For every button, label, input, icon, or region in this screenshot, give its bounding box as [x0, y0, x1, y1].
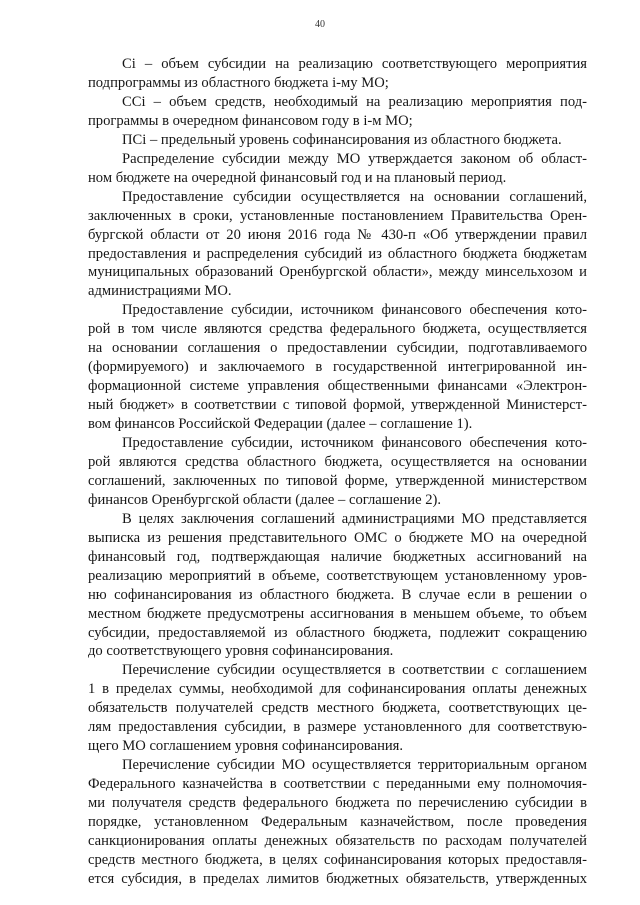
- text-line: вом финансов Российской Федерации (далее – соглашение 1).: [88, 416, 473, 433]
- text-line: ПCi – предельный уровень софинансирования из областного бюджета.: [122, 131, 562, 148]
- text-line: Перечисление субсидии осуществляется в соответствии с соглашением: [122, 662, 587, 679]
- text-line: до соответствующего уровня софинансирования.: [88, 643, 394, 660]
- text-line: реализацию мероприятий в объеме, соответствующем установленному уров-: [88, 567, 587, 584]
- text-line: финансов Оренбургской области (далее – соглашение 2).: [88, 491, 442, 508]
- text-line: щего МО соглашением уровня софинансирования.: [88, 738, 404, 755]
- text-line: программы в очередном финансовом году в i-м МО;: [88, 112, 413, 129]
- text-line: муниципальных образований Оренбургской области», между минсельхозом и: [88, 264, 587, 281]
- text-line: Ci – объем субсидии на реализацию соответствующего мероприятия: [122, 56, 587, 72]
- text-line: порядке, установленном Федеральным казначейством, после проведения: [88, 814, 587, 830]
- text-line: администрациями МО.: [88, 283, 232, 300]
- text-line: CCi – объем средств, необходимый на реализацию мероприятия под-: [122, 93, 587, 110]
- text-line: на основании соглашения о предоставлении субсидии, подготавливаемого: [88, 340, 587, 357]
- text-line: финансовый год, подтверждающая наличие бюджетных ассигнований на: [88, 548, 587, 565]
- text-line: Распределение субсидии между МО утверждается законом об област-: [122, 150, 587, 167]
- text-line: ном бюджете на очередной финансовый год и на плановый период.: [88, 169, 507, 186]
- text-line: 1 в пределах суммы, необходимой для софинансирования оплаты денежных: [88, 681, 587, 698]
- text-line: подпрограммы из областного бюджета i-му МО;: [88, 75, 389, 91]
- text-line: лям предоставления субсидии, в размере установленного для соответствую-: [88, 719, 587, 736]
- page-number: 40: [315, 19, 325, 30]
- text-line: выписка из решения представительного ОМС о бюджете МО на очередной: [88, 529, 587, 546]
- text-line: Предоставление субсидии осуществляется на основании соглашений,: [122, 188, 587, 205]
- text-line: ется субсидия, в пределах лимитов бюджетных обязательств, утвержденных: [88, 870, 587, 887]
- text-line: бургской области от 20 июня 2016 года № 430-п «Об утверждении правил: [88, 226, 587, 243]
- text-line: средств местного бюджета, в целях софинансирования которых предоставля-: [88, 851, 587, 868]
- text-line: В целях заключения соглашений администрациями МО представляется: [122, 510, 587, 527]
- text-line: (формируемого) и заключаемого в государственной интегрированной ин-: [88, 359, 587, 376]
- text-line: обязательств получателей средств местного бюджета, соответствующих це-: [88, 700, 587, 717]
- text-line: заключенных в сроки, установленные постановлением Правительства Орен-: [88, 207, 587, 224]
- text-line: местном бюджете предусмотрены ассигнования в меньшем объеме, то объем: [88, 605, 587, 622]
- text-line: соглашений, заключенных по типовой форме, утвержденной министерством: [88, 472, 587, 489]
- text-line: Предоставление субсидии, источником финансового обеспечения кото-: [122, 435, 587, 451]
- text-line: ню софинансирования из областного бюджета. В случае если в решении о: [88, 586, 587, 603]
- text-line: субсидии, предоставляемой из областного бюджета, подлежит сокращению: [88, 624, 587, 641]
- text-line: ми получателя средств федерального бюджета по перечислению субсидии в: [88, 795, 587, 811]
- text-line: формационной системе управления общественными финансами «Электрон-: [88, 378, 587, 395]
- text-line: предоставления и распределения субсидий из областного бюджета бюджетам: [88, 245, 587, 262]
- text-line: Федерального казначейства в соответствии с переданными ему полномочия-: [88, 776, 587, 793]
- text-line: Предоставление субсидии, источником финансового обеспечения кото-: [122, 302, 587, 319]
- text-line: рой в том числе являются средства федерального бюджета, осуществляется: [88, 321, 587, 338]
- text-line: Перечисление субсидии МО осуществляется территориальным органом: [122, 757, 587, 774]
- text-line: ный бюджет» в соответствии с типовой формой, утвержденной Министерст-: [88, 397, 587, 414]
- text-line: рой являются средства областного бюджета, осуществляется на основании: [88, 453, 587, 470]
- text-line: санкционирования оплаты денежных обязательств по расходам получателей: [88, 832, 587, 849]
